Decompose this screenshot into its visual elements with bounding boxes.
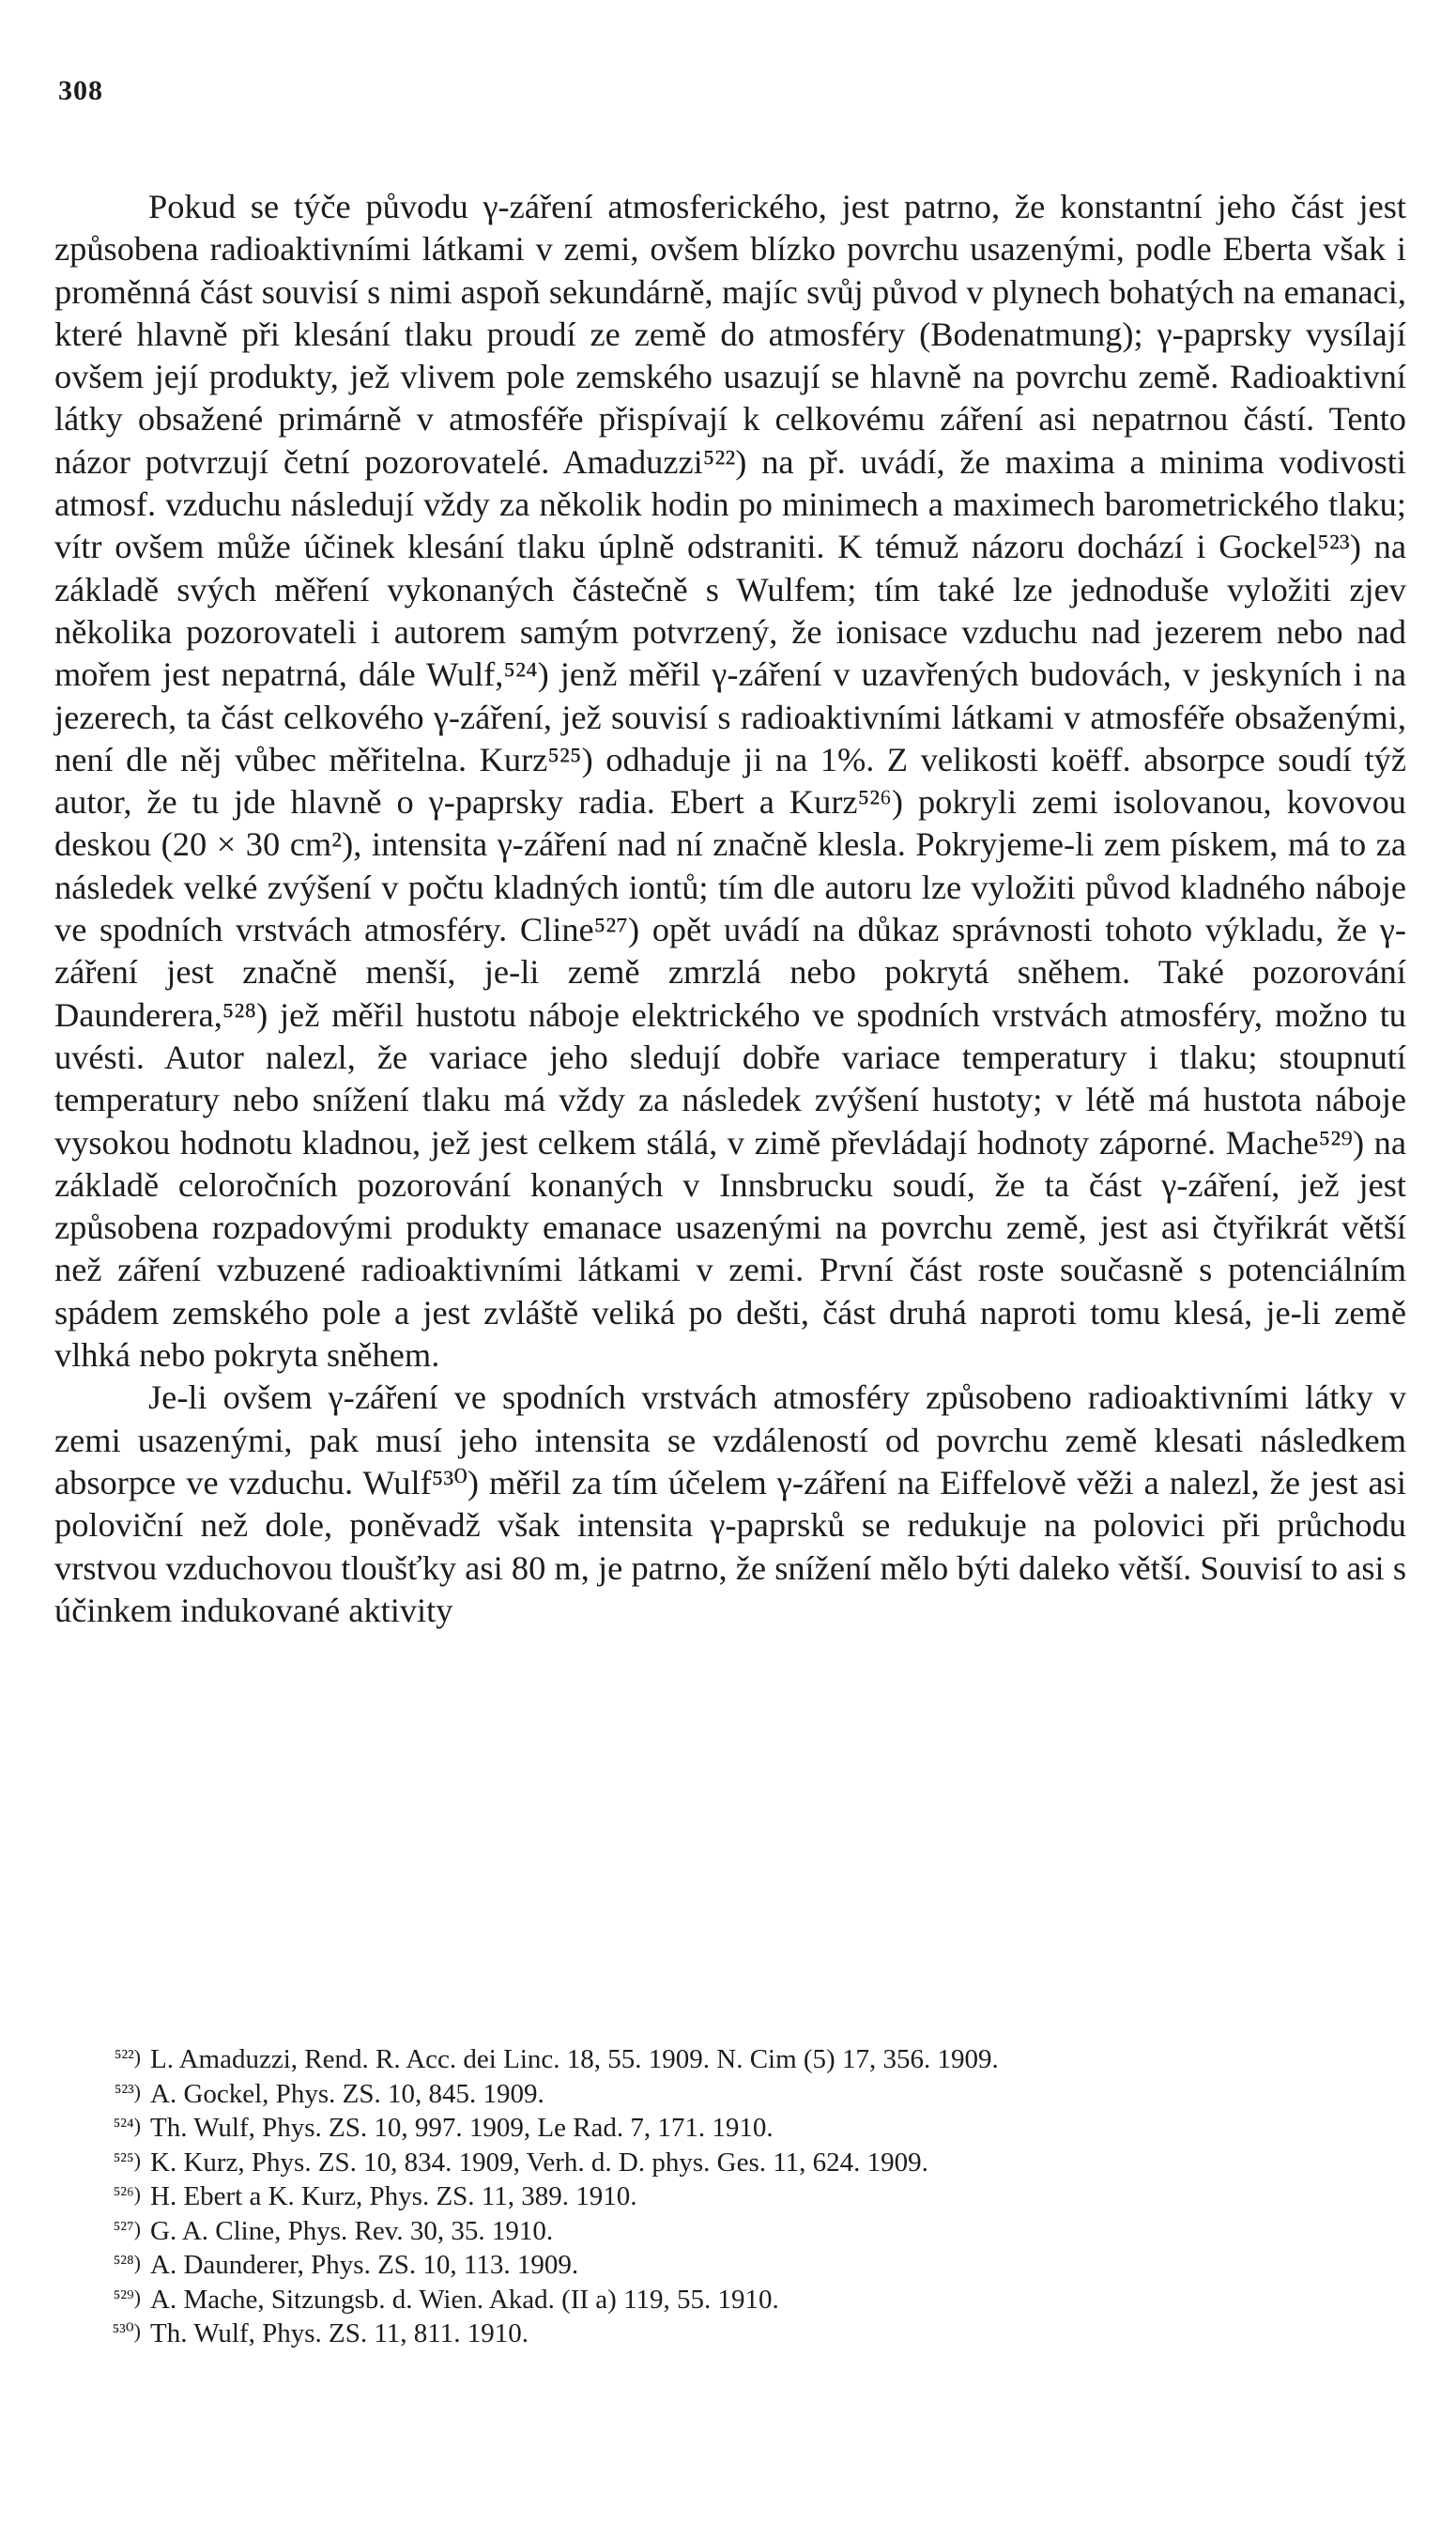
footnote-text: G. A. Cline, Phys. Rev. 30, 35. 1910.: [150, 2215, 554, 2246]
footnote-number: ⁵³⁰): [112, 2319, 141, 2343]
footnote-523: [54, 2077, 1406, 2112]
footnote-text: Th. Wulf, Phys. ZS. 11, 811. 1910.: [150, 2318, 529, 2348]
footnote-524: [54, 2111, 1406, 2146]
footnote-529: [54, 2283, 1406, 2317]
footnote-number: ⁵²⁶): [113, 2182, 141, 2206]
footnote-526: [54, 2179, 1406, 2214]
footnote-525: [54, 2146, 1406, 2180]
footnote-text: Th. Wulf, Phys. ZS. 10, 997. 1909, Le Rad. 7, 171. 1910.: [150, 2113, 774, 2143]
footnote-text: A. Daunderer, Phys. ZS. 10, 113. 1909.: [150, 2250, 579, 2280]
page-number: 308: [58, 75, 103, 106]
footnote-text: L. Amaduzzi, Rend. R. Acc. dei Linc. 18, 55. 1909. N. Cim (5) 17, 356. 1909.: [150, 2044, 999, 2074]
footnote-text: K. Kurz, Phys. ZS. 10, 834. 1909, Verh. d. D. phys. Ges. 11, 624. 1909.: [150, 2147, 928, 2178]
footnotes: [54, 2042, 1406, 2351]
footnote-522: [54, 2042, 1406, 2077]
footnote-number: ⁵²⁵): [113, 2147, 141, 2172]
footnote-number: ⁵²³): [114, 2079, 141, 2103]
footnote-number: ⁵²⁴): [113, 2114, 141, 2137]
footnote-number: ⁵²²): [114, 2045, 141, 2069]
footnote-530: [54, 2317, 1406, 2351]
body-text: [54, 186, 1406, 1632]
footnote-number: ⁵²⁸): [113, 2251, 141, 2274]
footnote-text: A. Gockel, Phys. ZS. 10, 845. 1909.: [150, 2078, 544, 2109]
footnote-528: [54, 2248, 1406, 2283]
paragraph-1: Pokud se týče původu γ-záření atmosferického, jest patrno, že konstantní jeho část jest způsobena radioaktivními látkami v zemi, ovšem blízko povrchu usazenými, podle Eberta však i proměnná část souvisí s nimi aspoň sekundárně, majíc svůj původ v plynech bohatých na emanaci, které hlavně při klesání tlaku proudí ze země do atmosféry (Bodenatmung); γ-paprsky vysílají ovšem její produkty, jež vlivem pole zemského usazují se hlavně na povrchu země. Radioaktivní látky obsažené primárně v atmosféře přispívají k celkovému záření asi nepatrnou částí. Tento názor potvrzují četní pozorovatelé. Amaduzzi⁵²²) na př. uvádí, že maxima a minima vodivosti atmosf. vzduchu následují vždy za několik hodin po minimech a maximech barometrického tlaku; vítr ovšem může účinek klesání tlaku úplně odstraniti. K témuž názoru dochází i Gockel⁵²³) na základě svých měření vykonaných částečně s Wulfem; tím také lze jednoduše vyložiti zjev několika pozorovateli i autorem samým potvrzený, že ionisace vzduchu nad jezerem nebo nad mořem jest nepatrná, dále Wulf,⁵²⁴) jenž měřil γ-záření v uzavřených budovách, v jeskyních i na jezerech, ta část celkového γ-záření, jež souvisí s radioaktivními látkami v atmosféře obsaženými, není dle něj vůbec měřitelna. Kurz⁵²⁵) odhaduje ji na 1%. Z velikosti koëff. absorpce soudí týž autor, že tu jde hlavně o γ-paprsky radia. Ebert a Kurz⁵²⁶) pokryli zemi isolovanou, kovovou deskou (20 × 30 cm²), intensita γ-záření nad ní značně klesla. Pokryjeme-li zem pískem, má to za následek velké zvýšení v počtu kladných iontů; tím dle autoru lze vyložiti původ kladného náboje ve spodních vrstvách atmosféry. Cline⁵²⁷) opět uvádí na důkaz správnosti tohoto výkladu, že γ-záření jest značně menší, je-li země zmrzlá nebo pokrytá sněhem. Také pozorování Daunderera,⁵²⁸) jež měřil hustotu náboje elektrického ve spodních vrstvách atmosféry, možno tu uvésti. Autor nalezl, že variace jeho sledují dobře variace temperatury i tlaku; stoupnutí temperatury nebo snížení tlaku má vždy za následek zvýšení hustoty; v létě má hustota náboje vysokou hodnotu kladnou, jež jest celkem stálá, v zimě převládají hodnoty záporné. Mache⁵²⁹) na základě celoročních pozorování konaných v Innsbrucku soudí, že ta část γ-záření, jež jest způsobena rozpadovými produkty emanace usazenými na povrchu země, jest asi čtyřikrát větší než záření vzbuzené radioaktivními látkami v zemi. První část roste současně s potenciálním spádem zemského pole a jest zvláště veliká po dešti, část druhá naproti tomu klesá, je-li země vlhká nebo pokryta sněhem.: [54, 188, 1406, 1375]
footnote-527: [54, 2214, 1406, 2249]
footnote-number: ⁵²⁷): [113, 2216, 141, 2240]
footnote-number: ⁵²⁹): [113, 2285, 141, 2309]
paragraph-2: Je-li ovšem γ-záření ve spodních vrstvách atmosféry způsobeno radioaktivními látky v zemi usazenými, pak musí jeho intensita se vzdáleností od povrchu země klesati následkem absorpce ve vzduchu. Wulf⁵³⁰) měřil za tím účelem γ-záření na Eiffelově věži a nalezl, že jest asi poloviční než dole, poněvadž však intensita γ-paprsků se redukuje na polovici při průchodu vrstvou vzduchovou tloušťky asi 80 m, je patrno, že snížení mělo býti daleko větší. Souvisí to asi s účinkem indukované aktivity: [54, 1378, 1406, 1629]
footnote-text: A. Mache, Sitzungsb. d. Wien. Akad. (II a) 119, 55. 1910.: [150, 2284, 779, 2315]
footnote-text: H. Ebert a K. Kurz, Phys. ZS. 11, 389. 1910.: [150, 2181, 637, 2211]
